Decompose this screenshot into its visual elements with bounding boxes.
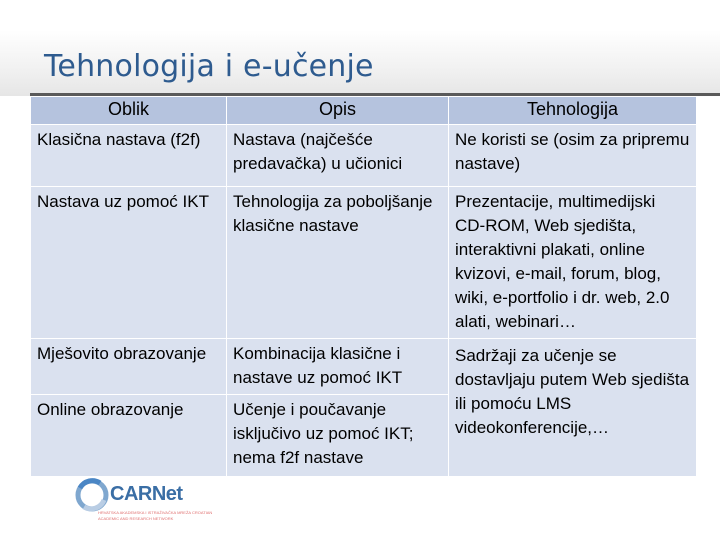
cell-opis: Tehnologija za poboljšanje klasične nastave [227,187,449,339]
logo-subtitle: HRVATSKA AKADEMSKA I ISTRAŽIVAČKA MREŽA CROATIAN ACADEMIC AND RESEARCH NETWORK [98,510,213,521]
carnet-emblem-icon [74,478,110,512]
cell-oblik: Nastava uz pomoć IKT [31,187,227,339]
comparison-table [30,96,697,477]
cell-oblik: Online obrazovanje [31,395,227,477]
cell-opis: Učenje i poučavanje isključivo uz pomoć IKT; nema f2f nastave [227,395,449,477]
header-tehnologija: Tehnologija [449,97,697,125]
table-row [31,187,697,339]
cell-tehnologija: Ne koristi se (osim za pripremu nastave) [449,125,697,187]
table-row [31,339,697,395]
header-opis: Opis [227,97,449,125]
slide-title: Tehnologija i e-učenje [44,49,374,84]
table-row [31,125,697,187]
cell-opis: Nastava (najčešće predavačka) u učionici [227,125,449,187]
cell-tehnologija: Prezentacije, multimedijski CD-ROM, Web sjedišta, interaktivni plakati, online kvizovi, e-mail, forum, blog, wiki, e-portfolio i dr. web, 2.0 alati, webinari… [449,187,697,339]
cell-oblik: Klasična nastava (f2f) [31,125,227,187]
logo-name: CARNet [110,483,183,505]
cell-opis: Kombinacija klasične i nastave uz pomoć IKT [227,339,449,395]
table-header-row [31,97,697,125]
carnet-logo [72,478,222,540]
header-oblik: Oblik [31,97,227,125]
cell-oblik: Mješovito obrazovanje [31,339,227,395]
cell-tehnologija-merged: Sadržaji za učenje se dostavljaju putem Web sjedišta ili pomoću LMS videokonferencije,… [449,339,697,477]
